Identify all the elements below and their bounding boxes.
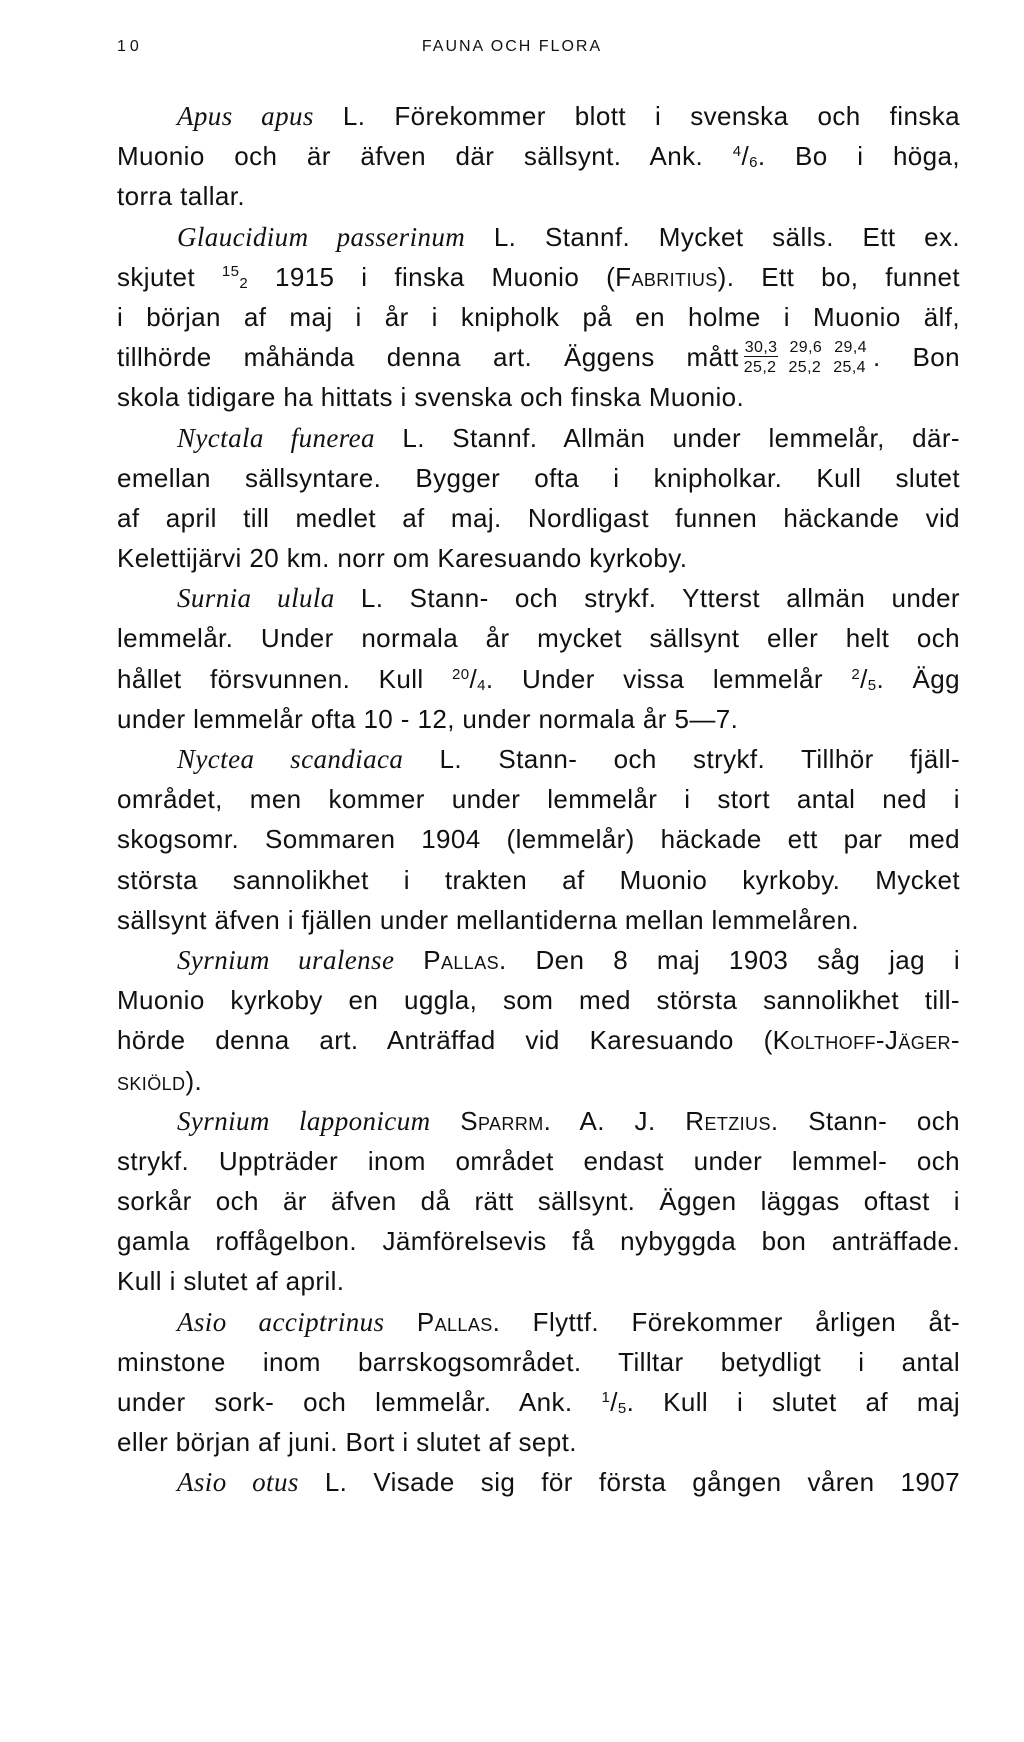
species-entry-syrnium-uralense xyxy=(117,940,960,1101)
text-line xyxy=(117,1181,960,1221)
text-line: under sork- och lemmelår. Ank. $^1$/5. Kull i slutet af maj xyxy=(117,1387,960,1417)
species-name: Asio otus xyxy=(177,1467,299,1498)
text-span: . Bon xyxy=(872,342,960,373)
text-span: hållet försvunnen. Kull xyxy=(117,663,453,694)
text-span: Muonio och är äfven där sällsynt. Ank. xyxy=(117,141,733,172)
text-line xyxy=(117,297,960,337)
text-span: . Flyttf. Förekommer årligen åt- xyxy=(492,1306,961,1337)
author-name: Pallas xyxy=(423,944,499,975)
author-name: Kolthoff-Jäger- xyxy=(772,1025,960,1056)
species-entry-glaucidium-passerinum xyxy=(117,217,960,418)
egg-length: 29,6 xyxy=(789,338,823,356)
egg-measure xyxy=(788,340,823,375)
text-line xyxy=(117,819,960,859)
text-span: under sork- och lemmelår. Ank. xyxy=(117,1387,602,1417)
text-span: L. Förekommer blott i svenska och finska xyxy=(313,101,960,131)
text-span: i början af maj i år i knipholk på en holme i Muonio älf, xyxy=(117,301,960,332)
text-line xyxy=(117,618,960,658)
page-body xyxy=(117,96,960,1503)
text-span: hörde denna art. Anträffad vid Karesuando ( xyxy=(117,1025,773,1056)
text-span: . Ägg xyxy=(876,663,960,694)
text-span: minstone inom barrskogsområdet. Tilltar betydligt i antal xyxy=(117,1346,960,1377)
species-entry-syrnium-lapponicum xyxy=(117,1101,960,1302)
text-line xyxy=(117,1422,960,1462)
egg-width: 25,2 xyxy=(743,358,777,376)
species-entry-nyctala-funerea xyxy=(117,418,960,579)
text-line xyxy=(117,940,960,980)
species-entry-asio-otus xyxy=(117,1462,960,1502)
text-line xyxy=(117,217,960,257)
text-span: ). Ett bo, funnet xyxy=(717,261,960,292)
text-line: hållet försvunnen. Kull $^{20}$/4. Under vissa lemmelår $^2$/5. Ägg xyxy=(117,663,960,694)
author-name: Sparrm xyxy=(460,1105,544,1136)
text-span: emellan sällsyntare. Bygger ofta i knipholkar. Kull slutet xyxy=(117,462,960,493)
text-line xyxy=(117,377,960,417)
author-name: Retzius xyxy=(685,1105,771,1136)
text-span: . A. J. xyxy=(543,1105,686,1136)
author-name: skiöld xyxy=(117,1065,186,1096)
text-line xyxy=(117,980,960,1020)
text-span: området, men kommer under lemmelår i stort antal ned i xyxy=(117,784,960,815)
text-line xyxy=(117,1342,960,1382)
species-entry-apus-apus xyxy=(117,96,960,217)
text-line xyxy=(117,1221,960,1261)
species-name: Nyctea scandiaca xyxy=(177,744,404,774)
text-line xyxy=(117,498,960,538)
text-line xyxy=(117,1061,960,1101)
egg-width: 25,4 xyxy=(833,358,866,376)
text-span: skola tidigare ha hittats i svenska och finska Muonio. xyxy=(117,382,745,413)
text-line xyxy=(117,1101,960,1141)
egg-width: 25,2 xyxy=(788,358,822,376)
text-span: ). xyxy=(185,1065,203,1096)
text-span: 1915 i finska Muonio ( xyxy=(248,261,616,292)
text-line xyxy=(117,860,960,900)
text-span: torra tallar. xyxy=(117,181,246,212)
text-line xyxy=(117,1261,960,1301)
text-span: L. Stannf. Mycket sälls. Ett ex. xyxy=(465,221,960,252)
text-span: Kull i slutet af april. xyxy=(117,1266,345,1297)
running-title: FAUNA OCH FLORA xyxy=(421,38,603,55)
text-span: . Bo i höga, xyxy=(757,141,961,172)
egg-length: 29,4 xyxy=(834,338,867,356)
species-entry-nyctea-scandiaca xyxy=(117,739,960,940)
text-span: skogsomr. Sommaren 1904 (lemmelår) häckade ett par med xyxy=(117,824,960,855)
text-line xyxy=(117,1462,960,1502)
text-span: sorkår och är äfven då rätt sällsynt. Äggen läggas oftast i xyxy=(117,1186,960,1217)
egg-measure xyxy=(744,340,779,375)
fraction-denominator: 5 xyxy=(867,676,877,694)
fraction-denominator: 4 xyxy=(477,676,486,694)
species-name: Asio acciptrinus xyxy=(177,1306,385,1337)
text-span: L. Stannf. Allmän under lemmelår, där- xyxy=(374,422,960,453)
text-span: under lemmelår ofta 10 - 12, under normala år 5—7. xyxy=(117,703,739,734)
text-span: L. Stann- och strykf. Ytterst allmän under xyxy=(334,583,960,614)
date-day: 15 xyxy=(221,262,240,280)
fraction-denominator: 5 xyxy=(617,1400,627,1417)
page-header xyxy=(0,38,1024,62)
text-span: lemmelår. Under normala år mycket sällsynt eller helt och xyxy=(117,623,960,654)
text-line: Muonio och är äfven där sällsynt. Ank. $^4$/6. Bo i höga, xyxy=(117,141,961,172)
egg-length: 30,3 xyxy=(744,338,778,356)
species-name: Glaucidium passerinum xyxy=(177,221,466,252)
text-line xyxy=(117,578,960,618)
text-span: strykf. Uppträder inom området endast under lemmel- och xyxy=(117,1145,960,1176)
species-name: Syrnium uralense xyxy=(177,944,395,975)
text-span: eller början af juni. Bort i slutet af sept. xyxy=(117,1427,577,1458)
text-span: . Under vissa lemmelår xyxy=(485,663,852,694)
text-span: Muonio kyrkoby en uggla, som med största sannolikhet till- xyxy=(117,985,960,1016)
text-line xyxy=(117,337,960,377)
species-name: Surnia ulula xyxy=(177,583,335,614)
text-line xyxy=(117,1020,960,1060)
species-name: Nyctala funerea xyxy=(177,422,375,453)
text-line xyxy=(117,257,960,297)
text-line xyxy=(117,900,960,940)
text-line xyxy=(117,1302,960,1342)
fraction-numerator: 20 xyxy=(452,665,470,683)
text-span: L. Stann- och strykf. Tillhör fjäll- xyxy=(403,744,960,774)
text-span: största sannolikhet i trakten af Muonio kyrkoby. Mycket xyxy=(117,864,960,895)
text-span: tillhörde måhända denna art. Äggens mått xyxy=(117,342,739,373)
species-entry-asio-acciptrinus xyxy=(117,1302,960,1463)
author-name: Fabritius xyxy=(615,261,718,292)
text-span: sällsynt äfven i fjällen under mellantiderna mellan lemmelåren. xyxy=(117,904,860,935)
species-entry-surnia-ulula xyxy=(117,578,960,739)
text-line xyxy=(117,458,960,498)
text-line xyxy=(117,739,960,779)
species-name: Apus apus xyxy=(177,101,314,131)
text-line xyxy=(117,1141,960,1181)
text-span: L. Visade sig för första gången våren 1907 xyxy=(298,1467,960,1498)
fraction-denominator: 6 xyxy=(749,154,758,172)
text-line xyxy=(117,699,960,739)
text-span: gamla roffågelbon. Jämförelsevis få nybyggda bon anträffade. xyxy=(117,1226,960,1257)
author-name: Pallas xyxy=(416,1306,493,1337)
text-span: skjutet xyxy=(117,261,222,292)
species-name: Syrnium lapponicum xyxy=(177,1105,431,1136)
page-number: 10 xyxy=(117,38,143,55)
fraction-numerator: 2 xyxy=(851,665,861,683)
egg-measure xyxy=(833,340,868,375)
text-span: . Stann- och xyxy=(770,1105,961,1136)
date-month: 2 xyxy=(239,274,249,292)
text-line xyxy=(117,538,960,578)
text-line xyxy=(117,176,960,216)
fraction-numerator: 1 xyxy=(601,1389,611,1406)
text-line xyxy=(117,418,960,458)
text-span: af april till medlet af maj. Nordligast funnen häckande vid xyxy=(117,502,960,533)
text-line xyxy=(117,96,960,136)
fraction-numerator: 4 xyxy=(732,143,742,161)
text-span: . Kull i slutet af maj xyxy=(626,1387,960,1417)
text-span: Kelettijärvi 20 km. norr om Karesuando kyrkoby. xyxy=(117,543,688,574)
text-span: . Den 8 maj 1903 såg jag i xyxy=(499,944,961,975)
text-line xyxy=(117,779,960,819)
